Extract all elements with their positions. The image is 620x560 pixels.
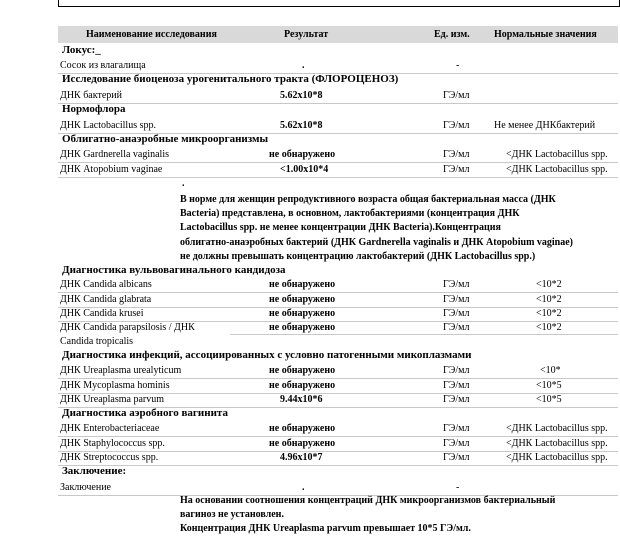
row-unit: ГЭ/мл xyxy=(443,322,470,333)
anaerobes-note xyxy=(180,193,610,264)
row-unit: ГЭ/мл xyxy=(443,149,470,160)
section-florocenosis: Исследование биоценоза урогенитального тракта (ФЛОРОЦЕНОЗ) xyxy=(62,73,399,85)
conclusion-line: Концентрация ДНК Ureaplasma parvum превышает 10*5 ГЭ/мл. xyxy=(180,523,471,535)
section-anaerobes: Облигатно-анаэробные микроорганизмы xyxy=(62,133,269,145)
section-mycoplasma: Диагностика инфекций, ассоциированных с условно патогенными микоплазмами xyxy=(62,349,472,361)
row-unit: ГЭ/мл xyxy=(443,120,470,131)
row-unit: ГЭ/мл xyxy=(443,438,470,449)
row-name: ДНК Gardnerella vaginalis xyxy=(60,149,170,160)
table-row xyxy=(58,88,618,104)
row-result: не обнаружено xyxy=(269,322,336,333)
table-row xyxy=(58,392,618,408)
section-normoflora: Нормофлора xyxy=(62,103,126,115)
row-norm: <10*2 xyxy=(536,279,562,290)
row-result: не обнаружено xyxy=(269,294,336,305)
row-unit: ГЭ/мл xyxy=(443,90,470,101)
row-result: 5.62x10*8 xyxy=(280,90,323,101)
row-norm: <ДНК Lactobacillus spp. xyxy=(506,164,608,175)
row-name: ДНК Enterobacteriaceae xyxy=(60,423,160,434)
row-norm: <ДНК Lactobacillus spp. xyxy=(506,423,608,434)
row-unit: ГЭ/мл xyxy=(443,394,470,405)
note-line: Bacteria) представлена, в основном, лактобактериями (концентрация ДНК xyxy=(180,208,520,220)
table-header xyxy=(58,26,618,43)
row-name: ДНК Candida albicans xyxy=(60,279,152,290)
row-unit: ГЭ/мл xyxy=(443,423,470,434)
section-aerobic: Диагностика аэробного вагинита xyxy=(62,407,228,419)
row-norm: <ДНК Lactobacillus spp. xyxy=(506,438,608,449)
row-name: ДНК бактерий xyxy=(60,90,122,101)
row-result: не обнаружено xyxy=(269,149,336,160)
row-result: <1.00x10*4 xyxy=(280,164,329,175)
row-name: ДНК Atopobium vaginae xyxy=(60,164,163,175)
row-norm: <ДНК Lactobacillus spp. xyxy=(506,452,608,463)
row-result: 4.96x10*7 xyxy=(280,452,323,463)
row-name: ДНК Candida krusei xyxy=(60,308,144,319)
row-unit: ГЭ/мл xyxy=(443,164,470,175)
conclusion-line: вагиноз не установлен. xyxy=(180,509,284,521)
row-norm: <10* xyxy=(540,365,561,376)
row-norm: <10*5 xyxy=(536,380,562,391)
row-norm: <ДНК Lactobacillus spp. xyxy=(506,149,608,160)
row-norm: Не менее ДНКбактерий xyxy=(494,120,596,131)
conclusion-text xyxy=(180,494,610,537)
row-divider xyxy=(230,334,618,335)
row-name: ДНК Candida parapsilosis / ДНК xyxy=(60,322,195,333)
header-unit: Ед. изм. xyxy=(434,29,470,40)
note-line: В норме для женщин репродуктивного возраста общая бактериальная масса (ДНК xyxy=(180,194,556,205)
table-row xyxy=(58,58,618,74)
row-norm: <10*2 xyxy=(536,294,562,305)
header-result: Результат xyxy=(284,29,329,40)
row-name: ДНК Streptococcus spp. xyxy=(60,452,159,463)
row-result: не обнаружено xyxy=(269,365,336,376)
row-unit: - xyxy=(456,482,460,493)
row-name-cont: Candida tropicalis xyxy=(60,336,134,347)
row-name: ДНК Staphylococcus spp. xyxy=(60,438,165,449)
row-name: ДНК Ureaplasma urealyticum xyxy=(60,365,182,376)
row-unit: ГЭ/мл xyxy=(443,380,470,391)
row-result: 9.44x10*6 xyxy=(280,394,323,405)
table-row xyxy=(58,421,618,437)
table-row xyxy=(58,450,618,466)
row-result: не обнаружено xyxy=(269,308,336,319)
row-unit: ГЭ/мл xyxy=(443,452,470,463)
table-row xyxy=(58,118,618,134)
section-locus: Локус:_ xyxy=(62,44,101,56)
row-unit: ГЭ/мл xyxy=(443,308,470,319)
row-result: не обнаружено xyxy=(269,438,336,449)
section-candidiasis: Диагностика вульвовагинального кандидоза xyxy=(62,264,286,276)
row-name: ДНК Lactobacillus spp. xyxy=(60,120,156,131)
row-unit: ГЭ/мл xyxy=(443,279,470,290)
row-result: 5.62x10*8 xyxy=(280,120,323,131)
row-result: не обнаружено xyxy=(269,423,336,434)
conclusion-line: На основании соотношения концентраций ДНК микроорганизмов бактериальный xyxy=(180,495,556,506)
row-norm: <10*2 xyxy=(536,308,562,319)
section-conclusion: Заключение: xyxy=(62,465,127,477)
row-unit: ГЭ/мл xyxy=(443,294,470,305)
row-name: Сосок из влагалища xyxy=(60,60,146,71)
row-result: не обнаружено xyxy=(269,279,336,290)
row-name: ДНК Ureaplasma parvum xyxy=(60,394,165,405)
table-row xyxy=(58,363,618,379)
row-result: не обнаружено xyxy=(269,380,336,391)
top-frame xyxy=(58,0,620,7)
row-name: ДНК Mycoplasma hominis xyxy=(60,380,170,391)
row-unit: ГЭ/мл xyxy=(443,365,470,376)
header-norm: Нормальные значения xyxy=(494,29,597,40)
row-result: . xyxy=(302,60,305,71)
note-line: Lactobacillus spp. не менее концентрации ДНК Bacteria).Концентрация xyxy=(180,222,501,234)
row-name: Заключение xyxy=(60,482,111,493)
row-result: . xyxy=(302,482,305,493)
row-norm: <10*5 xyxy=(536,394,562,405)
row-unit: - xyxy=(456,60,460,71)
row-norm: <10*2 xyxy=(536,322,562,333)
note-line: облигатно-анаэробных бактерий (ДНК Gardnerella vaginalis и ДНК Atopobium vaginae) xyxy=(180,236,574,248)
note-dot: . xyxy=(182,178,185,189)
table-row xyxy=(58,277,618,293)
table-row xyxy=(58,162,618,178)
row-name: ДНК Candida glabrata xyxy=(60,294,152,305)
table-row xyxy=(58,147,618,163)
header-name: Наименование исследования xyxy=(86,29,217,40)
note-line: не должны превышать концентрацию лактобактерий (ДНК Lactobacillus spp.) xyxy=(180,250,536,262)
